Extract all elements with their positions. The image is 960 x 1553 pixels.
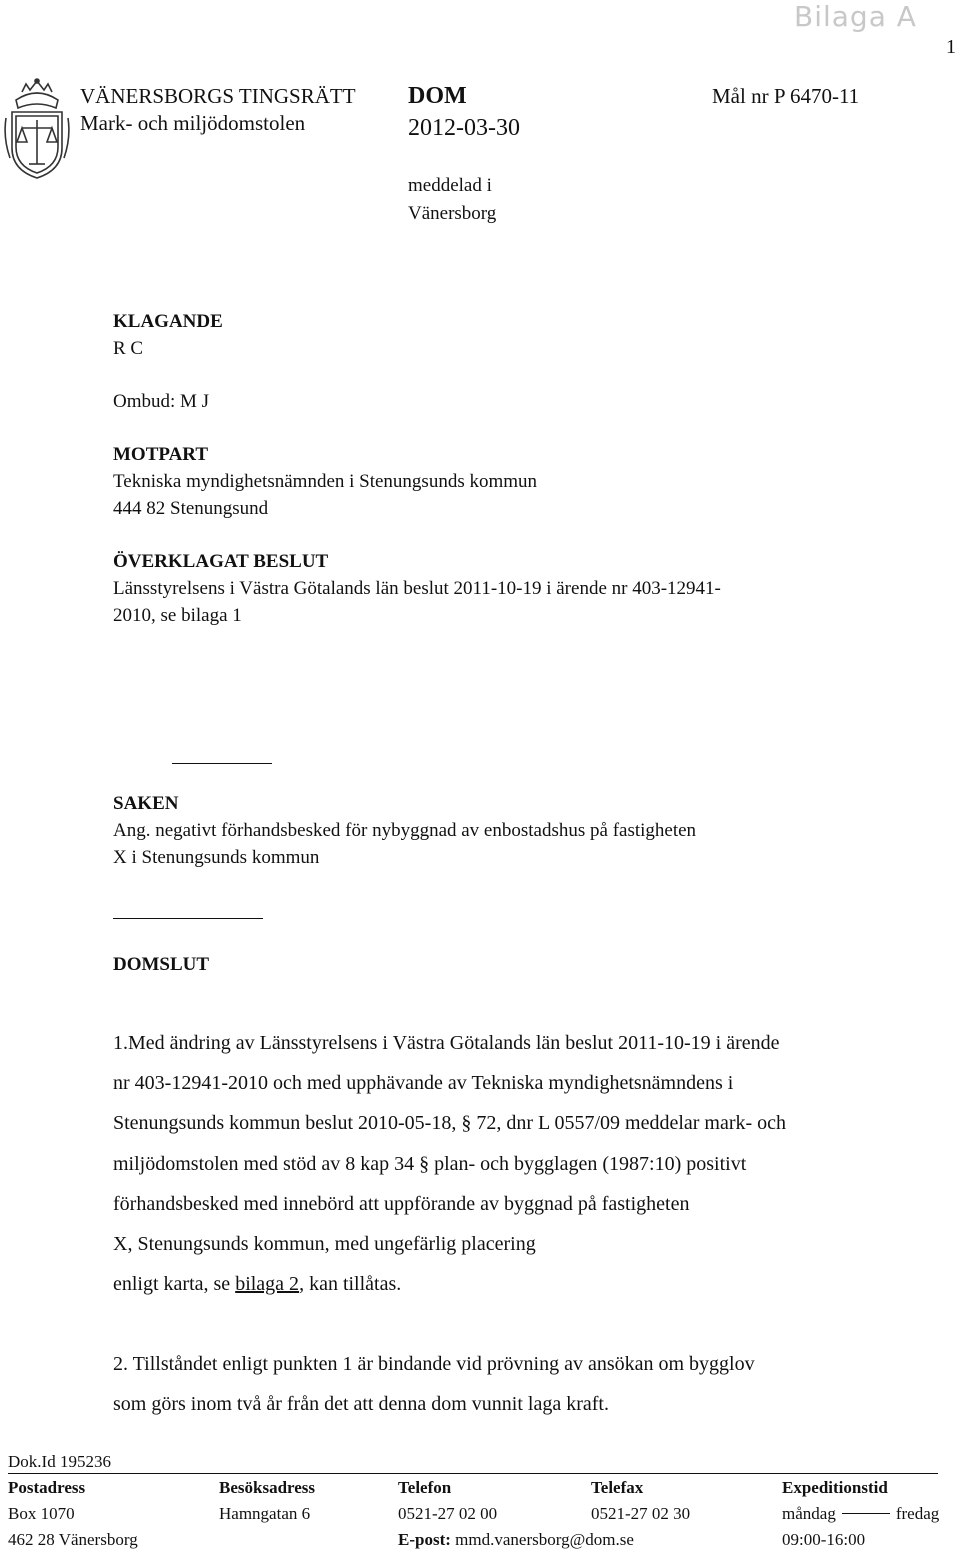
page-number: 1 [946,36,956,58]
domslut-line: förhandsbesked med innebörd att uppförande av byggnad på fastigheten [113,1192,690,1215]
court-header [80,83,356,137]
telefon-value: 0521-27 02 00 [398,1504,498,1523]
telefax-value: 0521-27 02 30 [591,1504,691,1523]
issued-label: meddelad i [408,175,492,196]
domslut-line: X, Stenungsunds kommun, med ungefärlig placering [113,1233,536,1256]
issued-place: Vänersborg [408,203,497,224]
domslut-line: 2. Tillståndet enligt punkten 1 är bindande vid prövning av ansökan om bygglov [113,1353,755,1375]
besoksadress-value: Hamngatan 6 [219,1504,311,1523]
motpart-name: Tekniska myndighetsnämnden i Stenungsunds kommun [113,471,538,492]
text: enligt karta, se [113,1273,236,1296]
document-type: DOM [408,83,467,109]
bilaga-watermark: Bilaga A [794,0,917,33]
domslut-line: nr 403-12941-2010 och med upphävande av Tekniska myndighetsnämndens i [113,1072,734,1095]
postadress-line: 462 28 Vänersborg [8,1530,138,1549]
saken-line: Ang. negativt förhandsbesked för nybyggnad av enbostadshus på fastigheten [113,820,697,841]
postadress-line: Box 1070 [8,1504,75,1523]
bilaga-2-link[interactable]: bilaga 2 [235,1273,300,1296]
domslut-paragraph-2 [113,1344,755,1424]
footer-besoksadress [219,1475,315,1527]
motpart-address: 444 82 Stenungsund [113,498,269,519]
domslut-line: miljödomstolen med stöd av 8 kap 34 § plan- och bygglagen (1987:10) positivt [113,1152,747,1175]
expedition-day-to: fredag [895,1504,940,1523]
document-date: 2012-03-30 [408,115,520,141]
postadress-label: Postadress [8,1478,86,1497]
domslut-line: Stenungsunds kommun beslut 2010-05-18, § 72, dnr L 0557/09 meddelar mark- och [113,1112,787,1135]
domslut-line [113,1264,786,1304]
telefax-label: Telefax [591,1478,644,1497]
court-division: Mark- och miljödomstolen [80,111,306,135]
besoksadress-label: Besöksadress [219,1478,316,1497]
beslut-line: Länsstyrelsens i Västra Götalands län beslut 2011-10-19 i ärende nr 403-12941- [113,578,721,599]
document-id: Dok.Id 195236 [8,1452,111,1471]
domslut-paragraph-1 [113,1023,786,1304]
motpart-heading: MOTPART [113,444,209,465]
divider [172,763,272,764]
footer-postadress [8,1475,138,1553]
footer-expeditionstid [782,1475,939,1553]
case-number: Mål nr P 6470-11 [712,84,860,108]
epost-value[interactable]: mmd.vanersborg@dom.se [455,1530,634,1549]
expeditionstid-label: Expeditionstid [782,1478,888,1497]
footer-telefon: Telefon 0521-27 02 00 E-post: mmd.vanersborg@dom.se [398,1475,634,1553]
footer-telefax [591,1475,690,1527]
saken-line: X i Stenungsunds kommun [113,847,320,868]
beslut-heading: ÖVERKLAGAT BESLUT [113,551,329,572]
text: , kan tillåtas. [299,1273,402,1296]
footer-divider [8,1473,938,1474]
expedition-day-from: måndag [782,1504,836,1523]
domslut-line: som görs inom två år från det att denna dom vunnit laga kraft. [113,1393,609,1416]
klagande-heading: KLAGANDE [113,311,223,332]
klagande-name: R C [113,338,144,359]
ombud: Ombud: M J [113,391,210,412]
expedition-hours: 09:00-16:00 [782,1530,866,1549]
telefon-label: Telefon [398,1478,452,1497]
beslut-line: 2010, se bilaga 1 [113,605,242,626]
domslut-line: 1.Med ändring av Länsstyrelsens i Västra Götalands län beslut 2011-10-19 i ärende [113,1032,780,1054]
court-name: VÄNERSBORGS TINGSRÄTT [80,84,356,108]
issued-at [408,172,496,228]
saken-heading: SAKEN [113,793,179,814]
domslut-heading: DOMSLUT [113,954,210,975]
court-crest-icon [2,78,72,182]
dash-separator [842,1513,890,1514]
epost-label: E-post [398,1530,446,1549]
divider [113,918,263,919]
